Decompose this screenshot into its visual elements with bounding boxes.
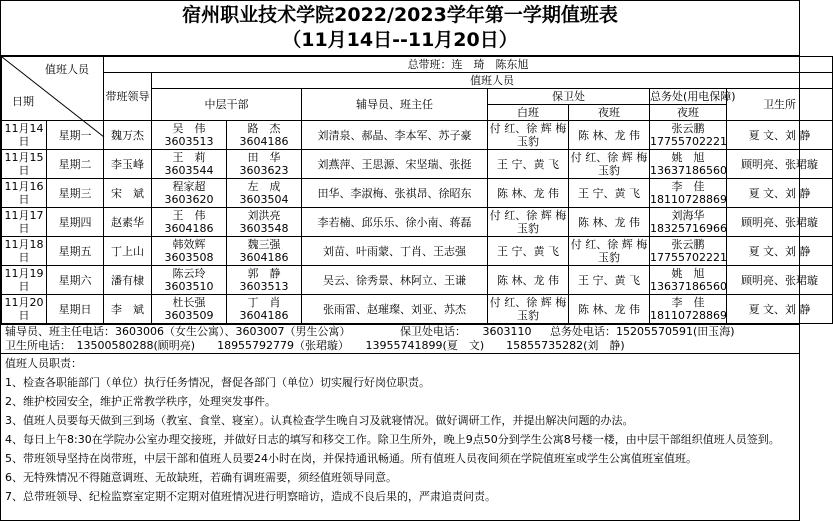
cell-night-shift: 付 红、徐 辉 梅玉豹 [569,237,650,266]
staff-name: 李 佳 [671,180,705,193]
staff-phone: 3604186 [239,309,289,322]
cell-day-shift: 付 红、徐 辉 梅玉豹 [488,295,569,324]
staff-name: 张云鹏 [671,122,705,135]
cell-middle-2 [227,121,302,150]
cell-general [650,121,727,150]
cell-general [650,295,727,324]
staff-phone: 3604186 [239,251,289,264]
cell-middle-1 [152,208,227,237]
duty-item: 7、总带班领导、纪检监察室定期不定期对值班情况进行明察暗访，造成不良后果的，严肃追责问责。 [5,490,496,503]
cell-date: 11月15日 [2,150,47,179]
table-row [2,237,833,266]
staff-name: 姚 旭 [671,267,705,280]
staff-phone: 17755702221 [650,135,727,148]
staff-phone: 3603510 [164,280,214,293]
staff-phone: 3603548 [239,222,289,235]
staff-phone: 13637186560 [650,164,727,177]
header-security: 保卫处 [488,89,650,105]
staff-phone: 18110728869 [650,309,727,322]
staff-name: 韩效辉 [172,238,206,251]
roster-body [2,121,833,324]
table-row [2,150,833,179]
duties-section [1,354,799,506]
cell-health: 夏 文、刘 静 [727,179,833,208]
staff-name: 刘洪亮 [247,209,281,222]
duties-title: 值班人员职责： [5,357,82,370]
cell-middle-2 [227,208,302,237]
cell-leader: 魏万杰 [104,121,152,150]
staff-phone: 3603544 [164,164,214,177]
cell-middle-2 [227,266,302,295]
cell-counselor: 刘苗、叶雨蒙、丁肖、王志强 [302,237,488,266]
cell-day-shift: 陈 林、龙 伟 [488,266,569,295]
cell-middle-1 [152,237,227,266]
cell-health: 顾明亮、张珺璇 [727,208,833,237]
staff-phone: 3603513 [239,280,289,293]
duty-item: 2、维护校园安全，维护正常教学秩序，处理突发事件。 [5,395,276,408]
duty-item: 4、每日上午8:30在学院办公室办理交接班，并做好日志的填写和移交工作。除卫生所外，晚上9点50分到学生公寓8号楼一楼，由中层干部组织值班人员签到。 [5,433,780,446]
chief-leader-cell: 总带班：连 琦 陈东旭 [104,57,833,73]
header-middle-cadre: 中层干部 [152,89,302,121]
header-night-shift: 夜班 [569,105,650,121]
cell-date: 11月20日 [2,295,47,324]
table-row [2,295,833,324]
staff-phone: 3603508 [164,251,214,264]
cell-counselor: 刘燕萍、王思源、宋坚瑞、张挺 [302,150,488,179]
cell-night-shift: 陈 林、龙 伟 [569,208,650,237]
staff-name: 左 成 [247,180,281,193]
corner-header-cell [2,57,104,121]
cell-weekday: 星期三 [47,179,104,208]
staff-name: 陈云玲 [172,267,206,280]
cell-date: 11月18日 [2,237,47,266]
cell-middle-1 [152,179,227,208]
staff-name: 王 莉 [172,151,206,164]
cell-middle-2 [227,179,302,208]
cell-weekday: 星期一 [47,121,104,150]
cell-general [650,237,727,266]
staff-name: 李 佳 [671,296,705,309]
header-duty-staff: 值班人员 [152,73,833,89]
cell-date: 11月19日 [2,266,47,295]
staff-phone: 3603620 [164,193,214,206]
cell-general [650,266,727,295]
counselor-phone: 辅导员、班主任电话：3603006（女生公寓）、3603007（男生公寓） [5,325,351,338]
roster-title [1,1,799,56]
staff-name: 程家超 [172,180,206,193]
cell-night-shift: 王 宁、黄 飞 [569,179,650,208]
cell-health: 夏 文、刘 静 [727,295,833,324]
staff-phone: 3603504 [239,193,289,206]
title-line-2: （11月14日--11月20日） [282,29,518,51]
staff-name: 丁 肖 [247,296,281,309]
general-phone: 总务处电话：15205570591(田玉海) [550,325,735,338]
cell-middle-1 [152,150,227,179]
cell-weekday: 星期二 [47,150,104,179]
cell-night-shift: 陈 林、龙 伟 [569,121,650,150]
cell-date: 11月14日 [2,121,47,150]
cell-middle-1 [152,121,227,150]
staff-phone: 3604186 [164,222,214,235]
cell-counselor: 田华、李淑梅、张祺昂、徐昭东 [302,179,488,208]
cell-day-shift: 王 宁、黄 飞 [488,237,569,266]
security-phone: 保卫处电话： 3603110 [400,325,532,338]
contact-info [1,324,799,354]
header-health: 卫生所 [727,89,833,121]
cell-counselor: 刘清泉、郝晶、李本军、苏子豪 [302,121,488,150]
cell-middle-2 [227,295,302,324]
cell-date: 11月16日 [2,179,47,208]
staff-name: 杜长强 [172,296,206,309]
cell-counselor: 吴云、徐秀景、林阿立、王谦 [302,266,488,295]
header-general-night: 夜班 [650,105,727,121]
cell-leader: 丁上山 [104,237,152,266]
cell-date: 11月17日 [2,208,47,237]
cell-weekday: 星期六 [47,266,104,295]
staff-phone: 18325716966 [650,222,727,235]
cell-weekday: 星期五 [47,237,104,266]
staff-phone: 17755702221 [650,251,727,264]
staff-name: 吴 伟 [172,122,206,135]
cell-weekday: 星期四 [47,208,104,237]
header-counselor: 辅导员、班主任 [302,89,488,121]
cell-health: 顾明亮、张珺璇 [727,150,833,179]
cell-middle-1 [152,295,227,324]
cell-middle-2 [227,237,302,266]
cell-day-shift: 付 红、徐 辉 梅玉豹 [488,121,569,150]
staff-phone: 3604186 [239,135,289,148]
table-row [2,266,833,295]
cell-day-shift: 付 红、徐 辉 梅玉豹 [488,208,569,237]
staff-phone: 18110728869 [650,193,727,206]
cell-general [650,150,727,179]
header-leader: 带班领导 [104,73,152,121]
header-day-shift: 白班 [488,105,569,121]
staff-name: 姚 旭 [671,151,705,164]
staff-phone: 3603513 [164,135,214,148]
cell-day-shift: 陈 林、龙 伟 [488,179,569,208]
staff-phone: 13637186560 [650,280,727,293]
duty-item: 6、无特殊情况不得随意调班、无故缺班，若确有调班需要，须经值班领导同意。 [5,471,397,484]
cell-health: 夏 文、刘 静 [727,121,833,150]
cell-middle-2 [227,150,302,179]
cell-counselor: 张雨雷、赵璀璨、刘亚、苏杰 [302,295,488,324]
staff-name: 田 华 [247,151,281,164]
cell-night-shift: 王 宁、黄 飞 [569,266,650,295]
duties-list [5,373,799,506]
cell-leader: 潘有棣 [104,266,152,295]
staff-name: 王 伟 [172,209,206,222]
cell-weekday: 星期日 [47,295,104,324]
table-row [2,208,833,237]
cell-health: 夏 文、刘 静 [727,237,833,266]
staff-name: 张云鹏 [671,238,705,251]
header-duty-person: 值班人员 [45,63,89,76]
cell-counselor: 李若楠、邱乐乐、徐小南、蒋磊 [302,208,488,237]
staff-name: 路 杰 [247,122,281,135]
staff-phone: 3603623 [239,164,289,177]
staff-name: 刘海华 [671,209,705,222]
cell-leader: 赵素华 [104,208,152,237]
table-row [2,121,833,150]
staff-name: 魏三强 [247,238,281,251]
staff-name: 郭 静 [247,267,281,280]
cell-general [650,208,727,237]
table-row [2,179,833,208]
duty-item: 5、带班领导坚持在岗带班，中层干部和值班人员要24小时在岗，并保持通讯畅通。所有值班人员夜间须在学院值班室或学生公寓值班室值班。 [5,452,697,465]
cell-leader: 李玉峰 [104,150,152,179]
health-phone: 卫生所电话： 13500580288(顾明亮) 18955792779（张珺璇） 13955741899(夏 文) 15855735282(刘 静) [5,339,625,352]
header-date: 日期 [12,95,34,108]
cell-middle-1 [152,266,227,295]
duty-item: 1、检查各职能部门（单位）执行任务情况，督促各部门（单位）切实履行好岗位职责。 [5,376,430,389]
cell-leader: 李 斌 [104,295,152,324]
cell-day-shift: 王 宁、黄 飞 [488,150,569,179]
roster-table [1,56,833,324]
staff-phone: 3603509 [164,309,214,322]
duty-item: 3、值班人员要每天做到三到场（教室、食堂、寝室）。认真检查学生晚自习及就寝情况。做好调研工作，并提出解决问题的办法。 [5,414,634,427]
cell-leader: 宋 斌 [104,179,152,208]
cell-night-shift: 付 红、徐 辉 梅玉豹 [569,150,650,179]
title-line-1: 宿州职业技术学院2022/2023学年第一学期值班表 [182,4,618,26]
cell-night-shift: 陈 林、龙 伟 [569,295,650,324]
cell-health: 顾明亮、张珺璇 [727,266,833,295]
header-general: 总务处(用电保障) [650,90,736,103]
cell-general [650,179,727,208]
